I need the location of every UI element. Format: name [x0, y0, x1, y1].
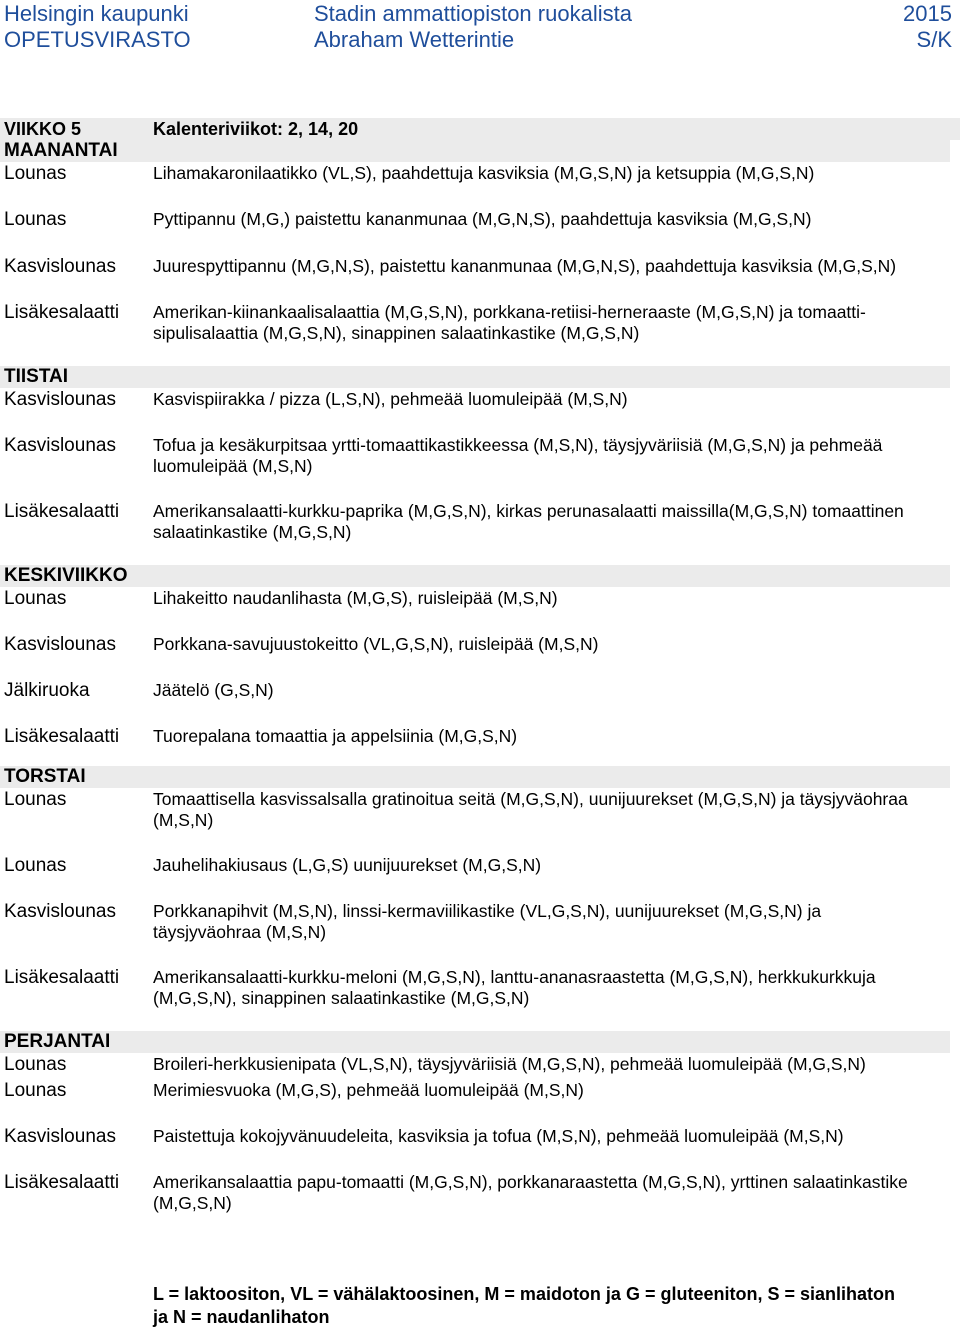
meal-description: Merimiesvuoka (M,G,S), pehmeää luomuleipää (M,S,N)	[153, 1080, 584, 1100]
meal-type-label: Lounas	[4, 209, 67, 230]
meal-row	[0, 789, 960, 831]
meal-type-label: Lounas	[4, 588, 67, 609]
meal-row	[0, 1172, 960, 1214]
days-list	[0, 140, 960, 1214]
day-section	[0, 366, 960, 543]
meal-description: Amerikansalaattia papu-tomaatti (M,G,S,N), porkkanaraastetta (M,G,S,N), yrttinen salaatinkastike (M,G,S,N)	[153, 1172, 908, 1213]
meal-description: Jauhelihakiusaus (L,G,S) uunijuurekset (M,G,S,N)	[153, 855, 542, 875]
meal-row	[0, 256, 960, 278]
day-section	[0, 1031, 960, 1214]
day-header: TIISTAI	[0, 366, 950, 388]
meal-description: Juurespyttipannu (M,G,N,S), paistettu kananmunaa (M,G,N,S), paahdettuja kasviksia (M,G,S,N)	[153, 256, 897, 276]
meal-row	[0, 967, 960, 1009]
day-header: MAANANTAI	[0, 140, 950, 162]
meal-description: Tomaattisella kasvissalsalla gratinoitua seitä (M,G,S,N), uunijuurekset (M,G,S,N) ja täysjyväohraa (M,S,N)	[153, 789, 908, 830]
meal-description: Tuorepalana tomaattia ja appelsiinia (M,G,S,N)	[153, 726, 518, 746]
city-name: Helsingin kaupunki	[4, 1, 189, 26]
restaurant-address: Abraham Wetterintie	[314, 27, 515, 52]
meal-description: Kasvispiirakka / pizza (L,S,N), pehmeää luomuleipää (M,S,N)	[153, 389, 628, 409]
meal-row	[0, 389, 960, 411]
meal-row	[0, 680, 960, 702]
day-section	[0, 565, 960, 748]
meal-type-label: Kasvislounas	[4, 634, 116, 655]
meal-row	[0, 163, 960, 185]
week-header	[0, 118, 960, 140]
meal-row	[0, 1126, 960, 1148]
meal-description: Paistettuja kokojyvänuudeleita, kasviksia ja tofua (M,S,N), pehmeää luomuleipää (M,S,N)	[153, 1126, 844, 1146]
meal-type-label: Lisäkesalaatti	[4, 1172, 120, 1193]
day-header: TORSTAI	[0, 766, 950, 788]
meal-description: Amerikan-kiinankaalisalaattia (M,G,S,N), porkkana-retiisi-herneraaste (M,G,S,N) ja tomaatti-sipulisalaattia (M,G,S,N), sinappinen salaatinkastike (M,G,S,N)	[153, 302, 866, 343]
meal-description: Porkkanapihvit (M,S,N), linssi-kermaviilikastike (VL,G,S,N), uunijuurekset (M,G,S,N) ja täysjyväohraa (M,S,N)	[153, 901, 822, 942]
page-header	[0, 0, 960, 58]
meal-description: Lihakeitto naudanlihasta (M,G,S), ruisleipää (M,S,N)	[153, 588, 558, 608]
meal-type-label: Lounas	[4, 789, 67, 810]
diet-legend: L = laktoositon, VL = vähälaktoosinen, M = maidoton ja G = gluteeniton, S = sianlihaton ja N = naudanlihaton	[153, 1284, 895, 1327]
meal-row	[0, 634, 960, 656]
meal-row	[0, 209, 960, 231]
meal-description: Pyttipannu (M,G,) paistettu kananmunaa (M,G,N,S), paahdettuja kasviksia (M,G,S,N)	[153, 209, 812, 229]
meal-type-label: Lisäkesalaatti	[4, 967, 120, 988]
meal-type-label: Kasvislounas	[4, 1126, 116, 1147]
meal-type-label: Lisäkesalaatti	[4, 501, 120, 522]
meal-row	[0, 855, 960, 877]
menu-content	[0, 118, 960, 1214]
meal-row	[0, 1080, 960, 1102]
meal-row	[0, 588, 960, 610]
meal-type-label: Kasvislounas	[4, 256, 116, 277]
day-header: KESKIVIIKKO	[0, 565, 950, 587]
season-code: S/K	[916, 27, 952, 52]
meal-row	[0, 435, 960, 477]
meal-type-label: Lounas	[4, 163, 67, 184]
meal-description: Tofua ja kesäkurpitsaa yrtti-tomaattikastikkeessa (M,S,N), täysjyväriisiä (M,G,S,N) ja pehmeää luomuleipää (M,S,N)	[153, 435, 883, 476]
meal-type-label: Kasvislounas	[4, 901, 116, 922]
meal-description: Porkkana-savujuustokeitto (VL,G,S,N), ruisleipää (M,S,N)	[153, 634, 599, 654]
meal-description: Lihamakaronilaatikko (VL,S), paahdettuja kasviksia (M,G,S,N) ja ketsuppia (M,G,S,N)	[153, 163, 815, 183]
meal-row	[0, 901, 960, 943]
day-section	[0, 140, 960, 344]
meal-type-label: Jälkiruoka	[4, 680, 90, 701]
meal-type-label: Lisäkesalaatti	[4, 726, 120, 747]
header-row-1	[4, 1, 952, 27]
meal-type-label: Lisäkesalaatti	[4, 302, 120, 323]
meal-row	[0, 726, 960, 748]
menu-year: 2015	[903, 1, 952, 26]
meal-description: Jäätelö (G,S,N)	[153, 680, 274, 700]
calendar-weeks: Kalenteriviikot: 2, 14, 20	[153, 119, 359, 139]
meal-description: Amerikansalaatti-kurkku-meloni (M,G,S,N), lanttu-ananasraastetta (M,G,S,N), herkkukurkkuja (M,G,S,N), sinappinen salaatinkastike (M,G,S,N)	[153, 967, 876, 1008]
restaurant-name: Stadin ammattiopiston ruokalista	[314, 1, 632, 26]
meal-description: Broileri-herkkusienipata (VL,S,N), täysjyväriisiä (M,G,S,N), pehmeää luomuleipää (M,G,S,N)	[153, 1054, 866, 1074]
meal-description: Amerikansalaatti-kurkku-paprika (M,G,S,N), kirkas perunasalaatti maissilla(M,G,S,N) tomaattinen salaatinkastike (M,G,S,N)	[153, 501, 904, 542]
meal-row	[0, 1054, 960, 1076]
header-row-2	[4, 27, 952, 53]
meal-row	[0, 302, 960, 344]
meal-type-label: Lounas	[4, 855, 67, 876]
meal-type-label: Kasvislounas	[4, 435, 116, 456]
week-label: VIIKKO 5	[4, 119, 82, 139]
meal-row	[0, 501, 960, 543]
meal-type-label: Kasvislounas	[4, 389, 116, 410]
meal-type-label: Lounas	[4, 1080, 67, 1101]
day-header: PERJANTAI	[0, 1031, 950, 1053]
day-section	[0, 766, 960, 1009]
meal-type-label: Lounas	[4, 1054, 67, 1075]
department-name: OPETUSVIRASTO	[4, 27, 191, 52]
